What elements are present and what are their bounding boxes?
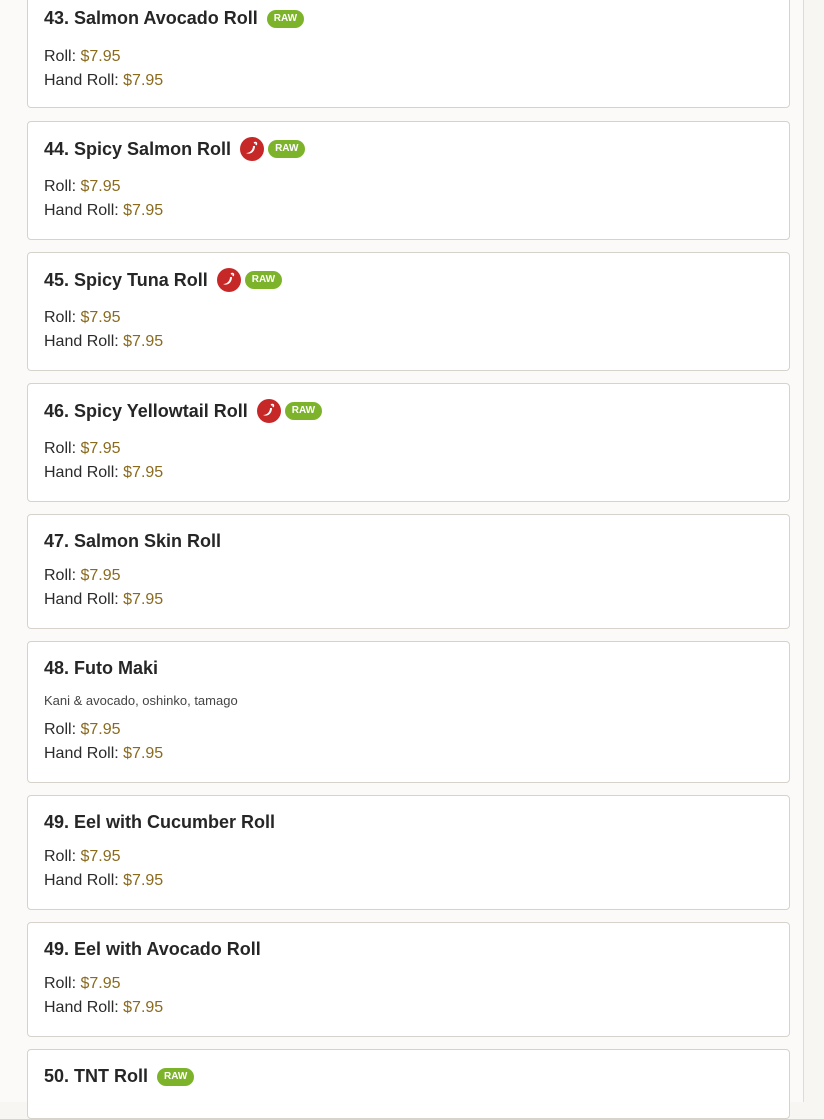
menu-item-title — [44, 399, 322, 423]
menu-item-card[interactable] — [27, 252, 790, 371]
menu-item-name: 50. TNT Roll — [44, 1066, 149, 1086]
roll-price-line — [44, 848, 121, 866]
roll-price-label: Roll: — [44, 975, 81, 992]
hand-roll-price-line — [44, 872, 163, 890]
menu-item-card[interactable] — [27, 795, 790, 910]
roll-price-line — [44, 440, 121, 458]
hand-roll-price: $7.95 — [123, 745, 164, 762]
hand-roll-price: $7.95 — [123, 999, 164, 1016]
hand-roll-price: $7.95 — [123, 72, 164, 89]
hand-roll-price: $7.95 — [123, 202, 164, 219]
roll-price-label: Roll: — [44, 567, 81, 584]
raw-badge: RAW — [285, 402, 322, 420]
roll-price: $7.95 — [80, 567, 121, 584]
roll-price-line — [44, 48, 121, 66]
roll-price-label: Roll: — [44, 440, 81, 457]
menu-item-description: Kani & avocado, oshinko, tamago — [44, 693, 238, 708]
chili-pepper-icon — [217, 268, 241, 292]
menu-item-card[interactable] — [27, 514, 790, 629]
menu-item-name: 46. Spicy Yellowtail Roll — [44, 400, 248, 421]
hand-roll-price: $7.95 — [123, 464, 164, 481]
raw-badge: RAW — [267, 10, 304, 28]
hand-roll-price: $7.95 — [123, 591, 164, 608]
hand-roll-price-line — [44, 999, 163, 1017]
menu-item-title — [44, 8, 304, 29]
roll-price-line — [44, 567, 121, 585]
hand-roll-price-label: Hand Roll: — [44, 745, 124, 762]
roll-price-label: Roll: — [44, 721, 81, 738]
hand-roll-price-label: Hand Roll: — [44, 999, 124, 1016]
menu-item-name: 48. Futo Maki — [44, 658, 159, 678]
roll-price: $7.95 — [80, 848, 121, 865]
raw-badge: RAW — [245, 271, 282, 289]
roll-price-label: Roll: — [44, 848, 81, 865]
hand-roll-price-line — [44, 202, 163, 220]
menu-item-card[interactable] — [27, 383, 790, 502]
hand-roll-price-label: Hand Roll: — [44, 202, 124, 219]
hand-roll-price-line — [44, 591, 163, 609]
hand-roll-price: $7.95 — [123, 872, 164, 889]
roll-price: $7.95 — [80, 440, 121, 457]
menu-item-card[interactable] — [27, 0, 790, 108]
menu-item-title — [44, 268, 282, 292]
hand-roll-price-line — [44, 464, 163, 482]
roll-price: $7.95 — [80, 178, 121, 195]
hand-roll-price-label: Hand Roll: — [44, 591, 124, 608]
hand-roll-price-line — [44, 72, 163, 90]
menu-item-name: 44. Spicy Salmon Roll — [44, 138, 232, 159]
raw-badge: RAW — [268, 140, 305, 158]
menu-item-name: 45. Spicy Tuna Roll — [44, 269, 208, 290]
hand-roll-price-line — [44, 333, 163, 351]
roll-price-line — [44, 721, 121, 739]
menu-item-title — [44, 137, 305, 161]
menu-item-name: 49. Eel with Cucumber Roll — [44, 812, 276, 832]
menu-item-title — [44, 939, 270, 960]
roll-price-line — [44, 178, 121, 196]
menu-item-card[interactable] — [27, 121, 790, 240]
menu-item-name: 49. Eel with Avocado Roll — [44, 939, 261, 959]
hand-roll-price-label: Hand Roll: — [44, 333, 124, 350]
menu-item-name: 43. Salmon Avocado Roll — [44, 8, 258, 28]
menu-item-card[interactable] — [27, 641, 790, 783]
menu-item-title — [44, 812, 284, 833]
chili-pepper-icon — [240, 137, 264, 161]
hand-roll-price-label: Hand Roll: — [44, 872, 124, 889]
menu-item-name: 47. Salmon Skin Roll — [44, 531, 222, 551]
roll-price: $7.95 — [80, 721, 121, 738]
menu-item-title — [44, 658, 167, 679]
menu-item-title — [44, 531, 230, 552]
hand-roll-price-label: Hand Roll: — [44, 72, 124, 89]
menu-item-card[interactable] — [27, 1049, 790, 1119]
roll-price-label: Roll: — [44, 48, 81, 65]
roll-price-line — [44, 309, 121, 327]
roll-price: $7.95 — [80, 48, 121, 65]
roll-price-line — [44, 975, 121, 993]
roll-price-label: Roll: — [44, 309, 81, 326]
roll-price: $7.95 — [80, 975, 121, 992]
hand-roll-price: $7.95 — [123, 333, 164, 350]
menu-item-title — [44, 1066, 194, 1087]
hand-roll-price-label: Hand Roll: — [44, 464, 124, 481]
roll-price-label: Roll: — [44, 178, 81, 195]
hand-roll-price-line — [44, 745, 163, 763]
roll-price: $7.95 — [80, 309, 121, 326]
raw-badge: RAW — [157, 1068, 194, 1086]
menu-item-card[interactable] — [27, 922, 790, 1037]
chili-pepper-icon — [257, 399, 281, 423]
